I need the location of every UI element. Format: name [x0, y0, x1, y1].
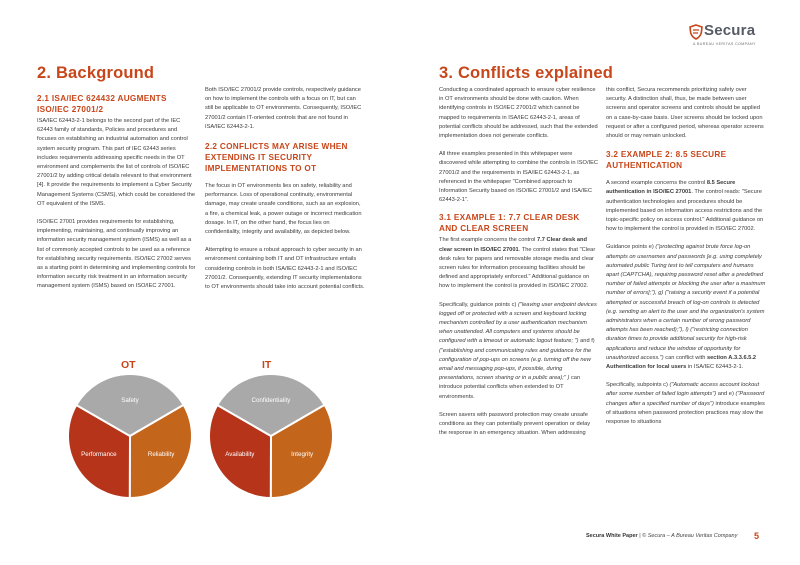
- ot-chart-title: OT: [121, 359, 136, 371]
- section-2-2-heading: 2.2 CONFLICTS MAY ARISE WHEN EXTENDING IT SECURITY IMPLEMENTATIONS TO OT: [205, 142, 348, 174]
- footer-copyright: © Secura – A Bureau Veritas Company: [642, 533, 738, 539]
- column-2: [205, 86, 365, 292]
- paragraph: ISA/IEC 62443-2-1 belongs to the second part of the IEC 62443 family of standards, Policies and procedures and focuses on establishing an industrial automation and control system security program. This part of IEC 62443 series includes requirements addressing specific needs in the OT environment and complements the list of controls of ISO/IEC 27001/2 by adding critical details relevant to that environment [4]. It provide the requirements to implement a Cyber Security Management Systems (CSMS), which could be considered the OT equivalent of the ISMS.: [37, 118, 196, 207]
- pie-label-integrity: Integrity: [291, 450, 314, 458]
- pie-label-safety: Safety: [121, 397, 139, 405]
- background-heading: 2. Background: [37, 64, 155, 82]
- shield-icon: [689, 24, 703, 40]
- it-pie-chart: [205, 370, 337, 502]
- column-3: [439, 86, 599, 439]
- section-3-2-heading: 3.2 EXAMPLE 2: 8.5 SECURE AUTHENTICATION: [606, 150, 727, 171]
- pie-label-performance: Performance: [81, 450, 117, 458]
- ot-pie-chart: [64, 370, 196, 502]
- pie-label-availability: Availability: [225, 450, 255, 458]
- section-3-1-heading: 3.1 EXAMPLE 1: 7.7 CLEAR DESK AND CLEAR SCREEN: [439, 213, 580, 234]
- paragraph: ISO/IEC 27001 provides requirements for establishing, implementing, maintaining, and continually improving an information security management system (ISMS) as well as a list of commonly accepted controls to be used as a reference for establishing security requirements. ISO/IEC 27002 serves as a starting point in determining and implementing controls for information security risk treatment in an information security management system (ISMS) based on ISO/IEC 27001.: [37, 219, 196, 290]
- paragraph: A second example concerns the control 8.5 Secure authentication in ISO/IEC 27001. The control reads: "Secure authentication technologies and procedures should be implemented based on information access restrictions and the topic-specific policy on access control." Additional guidance on how to implement the control is provided in ISO/IEC 27002.: [606, 180, 764, 233]
- column-1: [37, 93, 197, 292]
- paragraph: Attempting to ensure a robust approach to cyber security in an environment containing both IT and OT infrastructure entails considering controls in both ISA/IEC 62443-2-1 and ISO/IEC 27001/2. Consequently, extending IT security implementations to OT environments should take into account potential conflicts.: [205, 247, 365, 291]
- logo-tagline: A BUREAU VERITAS COMPANY: [693, 42, 756, 46]
- it-chart-title: IT: [262, 359, 272, 371]
- column-4: [606, 86, 766, 427]
- paragraph: Specifically, subpoints c) ("Automatic access account lockout after some number of failed login attempts") and e) ("Password changes after a specified number of days") introduce examples of situations when password protection practices may slow the response to situations: [606, 382, 765, 426]
- paragraph: The first example concerns the control 7.7 Clear desk and clear screen in ISO/IEC 27001. The control states that "Clear desk rules for papers and removable storage media and clear screen rules for information processing facilities should be defined and appropriately enforced." Additional guidance on how to implement the control is provided in ISO/IEC 27002.: [439, 237, 596, 290]
- secura-logo: [689, 24, 769, 52]
- pie-label-confidentiality: Confidentiality: [251, 397, 291, 405]
- paragraph: Specifically, guidance points c) ("leaving user endpoint devices logged off or protected with a screen and keyboard locking mechanism controlled by a user authentication mechanism when unattended. All computers and systems should be configured with a timeout or automatic logout feature; ") and f) ("establishing and communicating rules and guidance for the configuration of pop-ups on screens (e.g. turning off the new email and messaging pop-ups, if possible, during presentations, screen sharing or in a public area);" ) can introduce potential conflicts when extended to OT environments.: [439, 301, 597, 400]
- footer: Secura White Paper | © Secura – A Bureau Veritas Company: [586, 533, 738, 539]
- paragraph: The focus in OT environments lies on safety, reliability and performance. Loss of operational continuity, environmental damage, may create unsafe conditions, such as an explosion, a fire, a chemical leak, a power outage or incorrect medication dosage. In IT, on the other hand, the focus lies on confidentiality, integrity and availability, as depicted below.: [205, 183, 362, 236]
- logo-name: Secura: [704, 22, 756, 39]
- conflicts-heading: 3. Conflicts explained: [439, 64, 614, 82]
- section-2-1-heading: 2.1 ISA/IEC 624432 AUGMENTS ISO/IEC 27001/2: [37, 94, 167, 114]
- paragraph: Guidance points e) ("protecting against brute force log-on attempts on usernames and passwords [e.g. using completely automated public Turing test to tell computers and humans apart (CAPTCHA), requiring password reset after a predefined number of failed attempts or blocking the user after a maximum number of errors];"), g) ("raising a security event if a potential attempted or successful breach of log-on controls is detected (e.g. sending an alert to the user and the organization's system administrators when a certain number of wrong password attempts has been reached);"), l) ("restricting connection duration times to provide additional security for high-risk applications and reduce the window of opportunity for unauthorized access.") can conflict with section A.3.3.6.5.2 Authentication for local users in ISA/IEC 62443-2-1.: [606, 244, 766, 371]
- paragraph: Conducting a coordinated approach to ensure cyber resilience in OT environments should be done with caution. When identifying controls in ISO/IEC 27001/2 which cannot be mapped to requirements in ISA/IEC 62443-2-1, areas of potential conflicts should be addressed, such that the extended implementation does not generate conflicts.: [439, 87, 598, 140]
- footer-brand: Secura White Paper: [586, 533, 638, 539]
- paragraph: Screen savers with password protection may create unsafe conditions as they can potentially prevent operation or delay the response in an emergency situation. When addressing: [439, 411, 591, 437]
- paragraph: All three examples presented in this whitepaper were discovered while attempting to combine the controls in ISO/IEC 27001/2 and the requirements in ISA/IEC 62443-2-1, as referenced in the whitepaper "Combined approach to Information Security based on ISO/IEC 27001/2 and ISA/IEC 62443-2-1".: [439, 151, 599, 204]
- page-number: 5: [754, 531, 760, 541]
- paragraph: Both ISO/IEC 27001/2 provide controls, respectively guidance on how to implement the controls with a focus on IT, but can still be applicable to OT environments. Consequently, ISO/IEC 27001/2 contain IT-oriented controls that are not found in ISA/IEC 62443-2-1.: [205, 87, 362, 130]
- pie-label-reliability: Reliability: [147, 450, 175, 458]
- paragraph: this conflict, Secura recommends prioritizing safety over security. A distinction shall, thus, be made between user screens and operator screens and controls should be applied on a case-by-case basis. User screens should be locked upon request or after a configured period, whereas operator screens should or may remain unlocked.: [606, 87, 764, 140]
